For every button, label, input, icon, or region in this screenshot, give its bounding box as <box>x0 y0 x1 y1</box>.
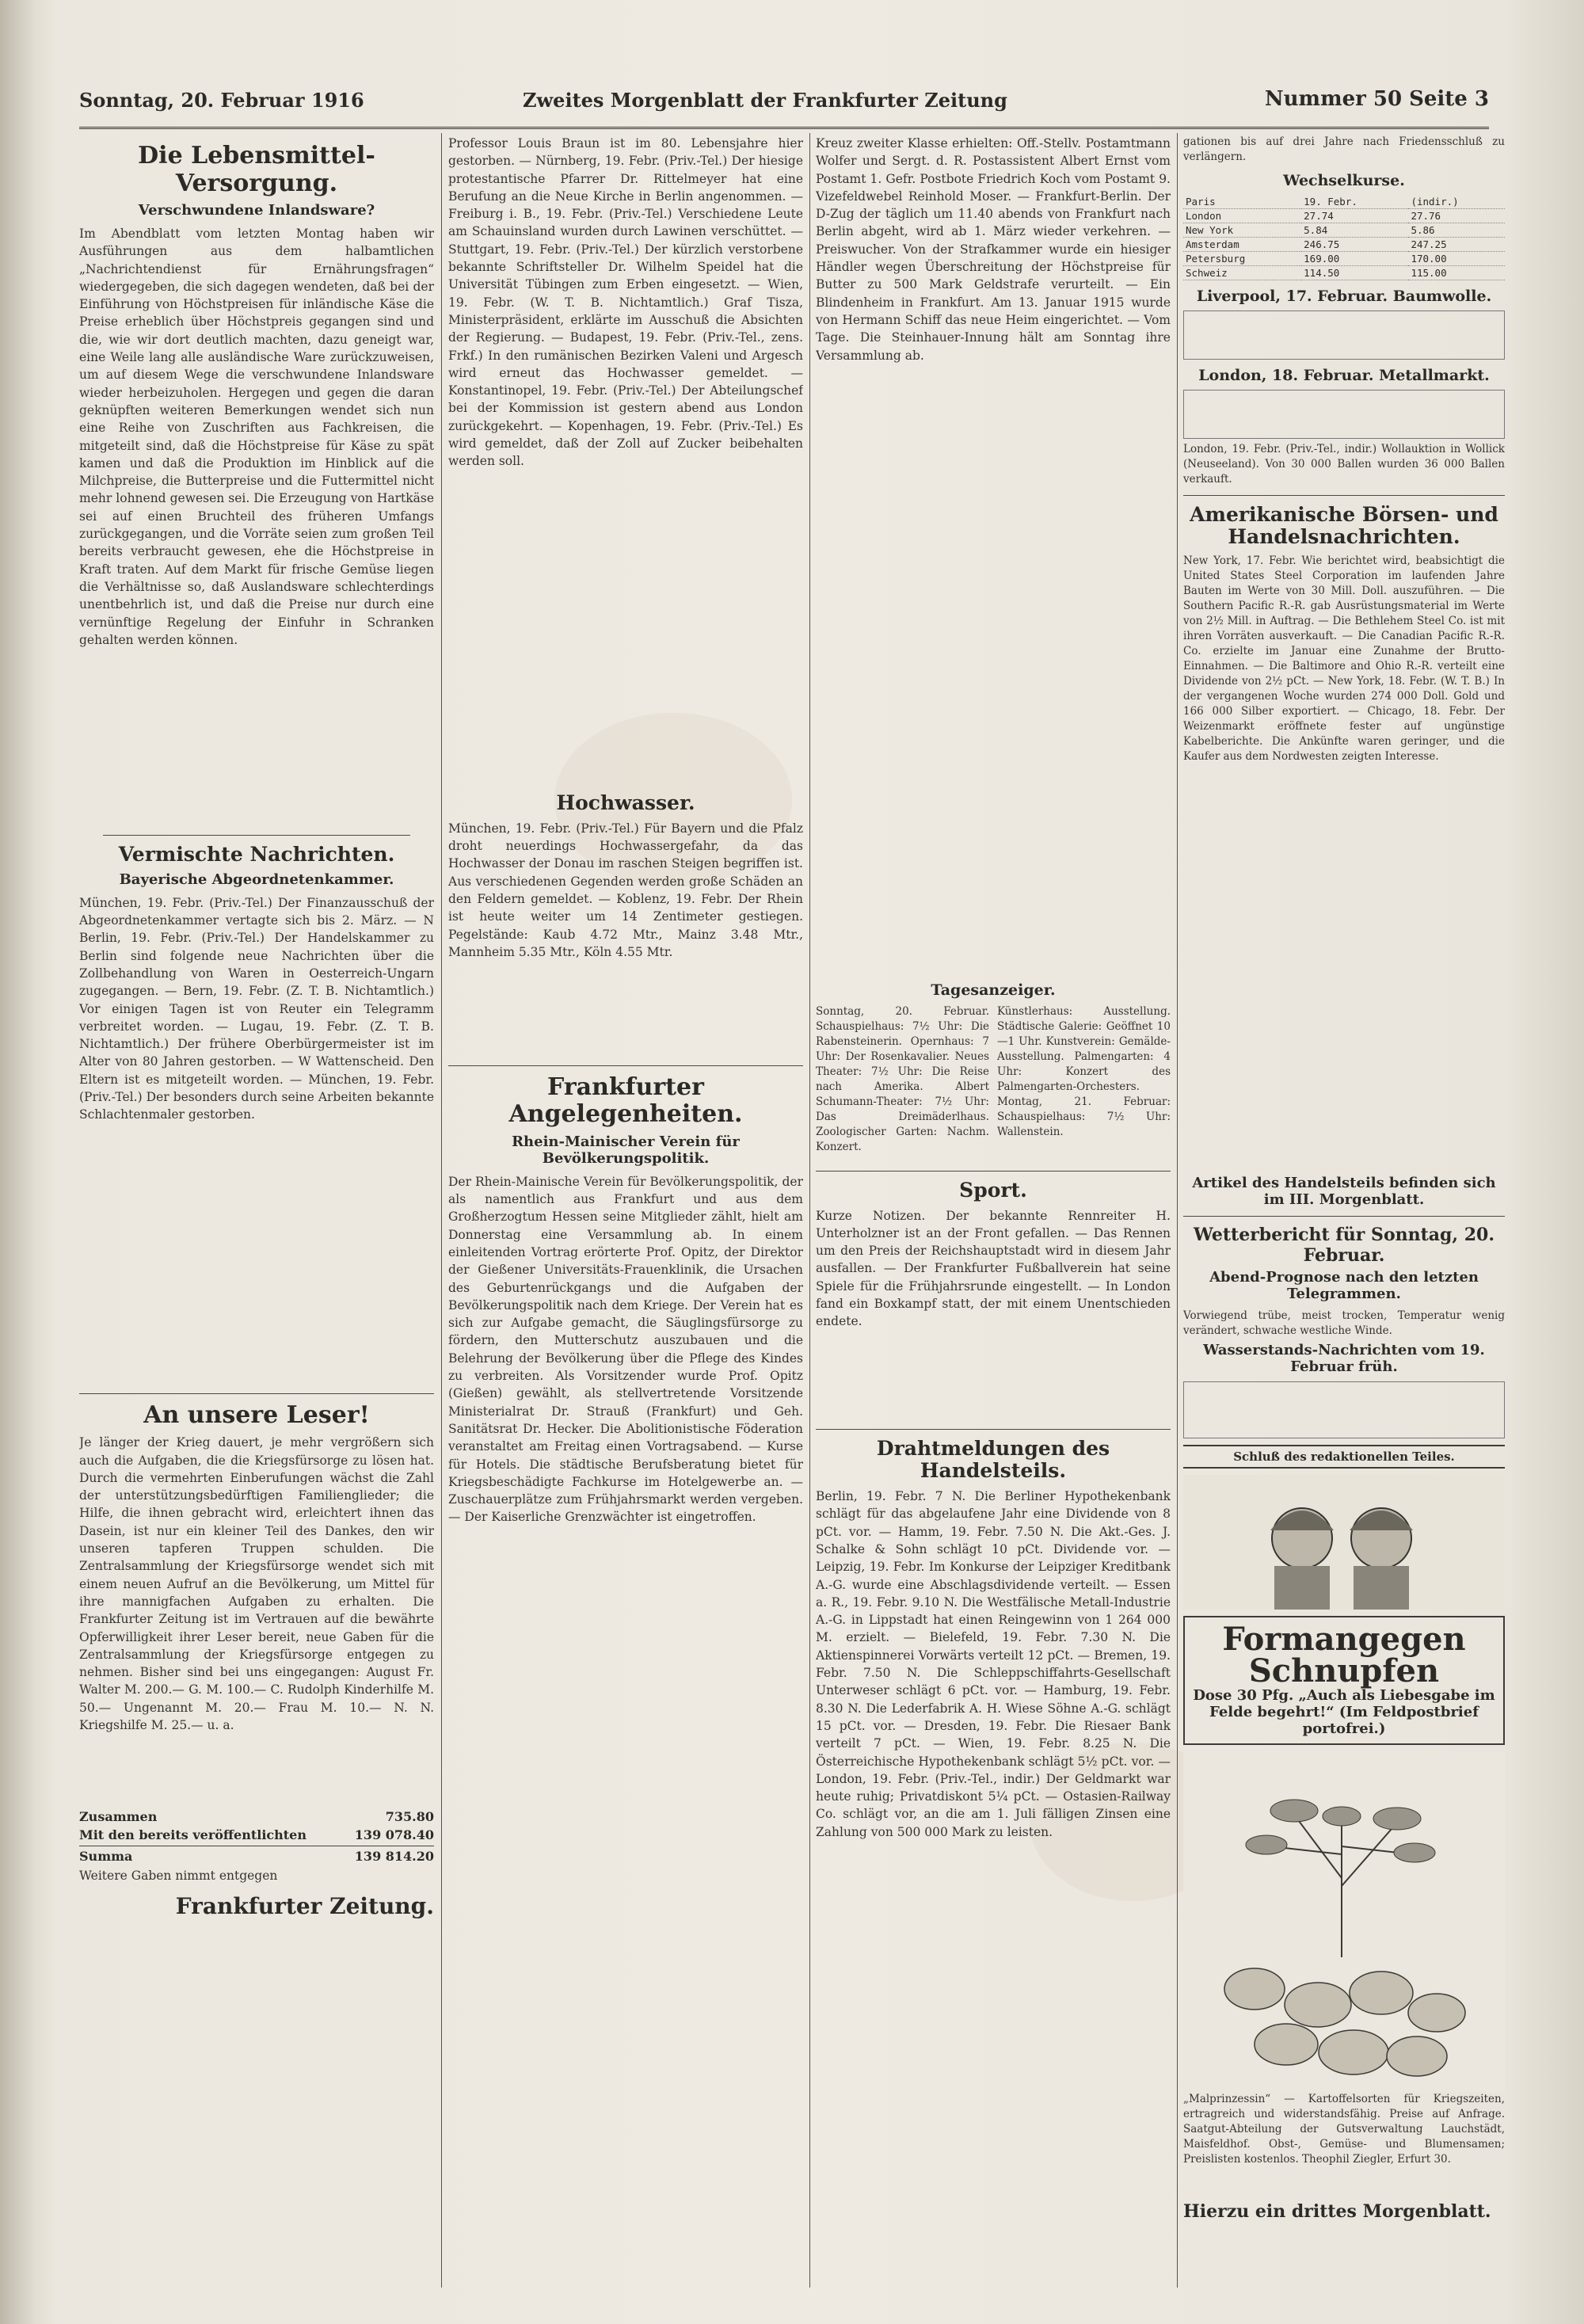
sum-value: 735.80 <box>385 1809 434 1825</box>
article-title: Amerikanische Börsen- und Handelsnachrichten. <box>1190 502 1498 549</box>
water-table <box>1183 1381 1505 1438</box>
exchange-row <box>1183 237 1505 251</box>
sum-value: 139 814.20 <box>354 1849 434 1865</box>
article-subtitle: Verschwundene Inlandsware? <box>138 202 375 219</box>
exchange-row <box>1183 208 1505 223</box>
footer-note: Hierzu ein drittes Morgenblatt. <box>1183 2201 1491 2223</box>
article-title: Frankfurter Angelegenheiten. <box>508 1072 743 1129</box>
exchange-cell: Amsterdam <box>1183 237 1301 251</box>
advert-subtitle: Dose 30 Pfg. „Auch als Liebesgabe im Felde begehrt!“ (Im Feldpostbrief portofrei.) <box>1193 1687 1495 1738</box>
sum-line <box>79 1827 434 1842</box>
sum-value: 139 078.40 <box>354 1827 434 1843</box>
article-body: München, 19. Febr. (Priv.-Tel.) Für Bayern und die Pfalz droht neuerdings Hochwassergefahr, da das Hochwasser der Donau im raschen Steigen begriffen ist. Aus verschiedenen Gegenden werden große Schäden an den Feldern gemeldet. — Koblenz, 19. Febr. Der Rhein ist heute weiter um 14 Zentimeter gestiegen. Pegelstände: Kaub 4.72 Mtr., Mainz 3.48 Mtr., Mannheim 5.35 Mtr., Köln 4.55 Mtr. <box>448 821 803 959</box>
column-4 <box>1183 135 1505 2289</box>
end-of-editorial: Schluß des redaktionellen Teiles. <box>1183 1445 1505 1469</box>
weather-subtitle: Abend-Prognose nach den letzten Telegrammen. <box>1209 1269 1479 1303</box>
article-body: München, 19. Febr. (Priv.-Tel.) Der Finanzausschuß der Abgeordnetenkammer vertagte sich bis 2. März. — N Berlin, 19. Febr. (Priv.-Tel.) Der Handelskammer zu Berlin sind folgende neue Nachrichten über die Zollbehandlung von Waren in Oesterreich-Ungarn zugegangen. — Bern, 19. Febr. (Z. T. B. Nichtamtlich.) Vor einigen Tagen ist von Reuter ein Telegramm verbreitet worden. — Lugau, 19. Febr. (Z. T. B. Nichtamtlich.) Der frühere Oberbürgermeister ist im Alter von 80 Jahren gestorben. — W Wattenscheid. Den Eltern ist es mitgeteilt worden. — München, 19. Febr. (Priv.-Tel.) Der besonders durch seine Arbeiten bekannte Schlachtenmaler gestorben. <box>79 895 434 1122</box>
column-3 <box>816 135 1171 2289</box>
intro-line: gationen bis auf drei Jahre nach Friedensschluß zu verlängern. <box>1183 135 1505 163</box>
exchange-cell: 5.86 <box>1408 223 1505 237</box>
exchange-cell: 247.25 <box>1408 237 1505 251</box>
metal-table <box>1183 390 1505 439</box>
advert-title: Formangegen Schnupfen <box>1222 1621 1466 1690</box>
sum-label: Zusammen <box>79 1809 158 1825</box>
appeal-title: An unsere Leser! <box>143 1400 370 1429</box>
events-listing <box>816 1004 1171 1163</box>
water-title: Wasserstands-Nachrichten vom 19. Februar früh. <box>1203 1342 1485 1376</box>
exchange-row <box>1183 265 1505 280</box>
advert-box <box>1183 1616 1505 1745</box>
column-2 <box>448 135 803 2289</box>
article-body: Kurze Notizen. Der bekannte Rennreiter H. Unterholzner ist an der Front gefallen. — Das Rennen um den Preis der Reichshauptstadt wird in diesem Jahr ausfallen. — Der Frankfurter Fußballverein hat seine Spiele für die Frühjahrsrunde eingestellt. — In London fand ein Boxkampf statt, der mit einem Unentschieden endete. <box>816 1208 1171 1329</box>
separator <box>448 1065 803 1066</box>
article-title: Die Lebensmittel-Versorgung. <box>138 142 375 197</box>
header-edition: Zweites Morgenblatt der Frankfurter Zeitung <box>523 89 1007 112</box>
weather-title: Wetterbericht für Sonntag, 20. Februar. <box>1193 1225 1495 1267</box>
exchange-cell: 27.74 <box>1301 208 1408 223</box>
exchange-cell: New York <box>1183 223 1301 237</box>
exchange-table <box>1183 195 1505 280</box>
article-title: Vermischte Nachrichten. <box>118 843 395 866</box>
exchange-cell: Paris <box>1183 195 1301 209</box>
appeal-signature: Frankfurter Zeitung. <box>175 1892 434 1919</box>
header-date: Sonntag, 20. Februar 1916 <box>79 89 364 112</box>
separator <box>1183 1216 1505 1217</box>
news-body: Kreuz zweiter Klasse erhielten: Off.-Stellv. Postamtmann Wolfer und Sergt. d. R. Postassistent Albert Ernst vom Postamt 1. Gefr. Postbote Friedrich Koch vom Postamt 9. Vizefeldwebel Reinhold Moser. — Frankfurt-Berlin. Der D-Zug der täglich um 11.40 abends von Frankfurt nach Berlin abgeht, wird ab 1. März wieder verkehren. — Preiswucher. Von der Strafkammer wurde ein hiesiger Händler wegen Überschreitung der Höchstpreise für Butter zu 500 Mark Geldstrafe verurteilt. — Ein Blindenheim in Frankfurt. Am 13. Januar 1915 wurde von Hermann Schiff das neue Heim eingerichtet. — Vom Tage. Die Steinhauer-Innung hält am Sonntag ihre Versammlung ab. <box>816 136 1171 363</box>
cotton-table <box>1183 311 1505 360</box>
exchange-cell: 114.50 <box>1301 265 1408 280</box>
exchange-cell: (indir.) <box>1408 195 1505 209</box>
table-title: London, 18. Februar. Metallmarkt. <box>1198 366 1490 384</box>
article-body: New York, 17. Febr. Wie berichtet wird, beabsichtigt die United States Steel Corporation im laufenden Jahre Bauten im Werte von 30 Mill. Doll. auszuführen. — Die Southern Pacific R.-R. gab Ausrüstungsmaterial im Werte von 2½ Mill. in Auftrag. — Die Bethlehem Steel Co. ist mit ihren Vorräten ausverkauft. — Die Canadian Pacific R.-R. Co. erzielte im Januar eine Zunahme der Brutto-Einnahmen. — Die Baltimore and Ohio R.-R. verteilt eine Dividende von 2½ pCt. — New York, 18. Febr. (W. T. B.) In der vergangenen Woche wurden 274 000 Doll. Gold und 166 000 Silber exportiert. — Chicago, 18. Febr. Der Weizenmarkt eröffnete fester auf ungünstige Kabelberichte. Die Ankünfte waren geringer, und die Kaufer aus dem Nordwesten zeigten Interesse. <box>1183 554 1505 764</box>
exchange-cell: 19. Febr. <box>1301 195 1408 209</box>
exchange-cell: 169.00 <box>1301 251 1408 265</box>
advert-body: „Malprinzessin“ — Kartoffelsorten für Kriegszeiten, ertragreich und widerstandsfähig. Preise auf Anfrage. Saatgut-Abteilung der Gutsverwaltung Lauchstädt, Maisfeldhof. Obst-, Gemüse- und Blumensamen; Preislisten kostenlos. Theophil Ziegler, Erfurt 30. <box>1183 2093 1505 2166</box>
sum-line <box>79 1846 434 1864</box>
column-1 <box>79 135 434 2289</box>
article-body: Im Abendblatt vom letzten Montag haben wir Ausführungen aus dem halbamtlichen „Nachrichtendienst für Ernährungsfragen“ wiedergegeben, die sich dagegen wendeten, daß bei der Einführung von Höchstpreisen für inländische Käse die Preise erheblich über Höchstpreis gegangen sind und die, wie wir dort deutlich machten, dazu geneigt war, eine Weile lang alle ausländische Ware zurückzuweisen, um auf diesem Wege die verschwundene Inlandsware wieder herbeizuholen. Hergegen und gegen die daran geknüpften weiteren Bemerkungen wendet sich nun eine Reihe von Zuschriften aus Fachkreisen, die mitgeteilt sind, daß die Höchstpreise für Käse zu spät kamen und daß die Produktion im Hinblick auf die Milchpreise, die Butterpreise und die Futtermittel nicht mehr lohnend gewesen sei. Die Erzeugung von Hartkäse sei auf einen Bruchteil des früheren Umfangs zurückgegangen, und die Vorräte seien zum großen Teil bereits verbraucht gewesen, ehe die Höchstpreise in Kraft traten. Auf dem Markt für frische Gemüse liegen die Verhältnisse so, daß Auslandsware schlechterdings unentbehrlich ist, und daß die Preise nur durch eine vernünftige Regelung der Einfuhr in Schranken gehalten werden können. <box>79 227 434 647</box>
column-rule <box>441 133 442 2288</box>
events-left: Sonntag, 20. Februar. Schauspielhaus: 7½ Uhr: Die Rabensteinerin. Opernhaus: 7 Uhr: Der Rosenkavalier. Neues Theater: 7½ Uhr: Die Reise nach Amerika. Albert Schumann-Theater: 7½ Uhr: Das Dreimäderlhaus. Zoologischer Garten: Nachm. Konzert. <box>816 1004 989 1153</box>
page-binding <box>0 0 36 2324</box>
separator <box>816 1429 1171 1430</box>
appeal-closing: Weitere Gaben nimmt entgegen <box>79 1869 278 1884</box>
events-title: Tagesanzeiger. <box>931 981 1056 999</box>
table-title: Liverpool, 17. Februar. Baumwolle. <box>1196 287 1492 305</box>
separator <box>103 835 410 836</box>
article-body: Der Rhein-Mainische Verein für Bevölkerungspolitik, der als namentlich aus Frankfurt und aus dem Großherzogtum Hessen seine Mitglieder zählt, hielt am Donnerstag eine Versammlung ab. In einem einleitenden Vortrag erörterte Prof. Opitz, der Direktor der Gießener Universitäts-Frauenklinik, die Ursachen des Geburtenrückgangs und die Aufgaben der Bevölkerungspolitik nach dem Kriege. Der Verein hat es sich zur Aufgabe gemacht, die Säuglingsfürsorge zu fördern, den Mutterschutz auszubauen und die Belehrung der Bevölkerung über die Pflege des Kindes zu verbreiten. Als Vorsitzender wurde Prof. Opitz (Gießen) gewählt, als stellvertretende Vorsitzende Ministerialrat Dr. Strauß (Frankfurt) und Geh. Sanitätsrat Dr. Hecker. Die Abolitionistische Föderation veranstaltet am Freitag einen Vortragsabend. — Kurse für Hotels. Die städtische Berufsberatung bietet für Kriegsbeschädigte Fachkurse im Hotelgewerbe an. — Zuschauerplätze zum Frühjahrsmarkt werden vergeben. — Der Kaiserliche Grenzwächter ist eingetroffen. <box>448 1174 803 1525</box>
column-rule <box>809 133 810 2288</box>
article-subtitle: Rhein-Mainischer Verein für Bevölkerungspolitik. <box>512 1133 740 1167</box>
sum-line <box>79 1809 434 1824</box>
column-rule <box>1177 133 1178 2288</box>
news-line: London, 19. Febr. (Priv.-Tel., indir.) Wollauktion in Wollick (Neuseeland). Von 30 000 Ballen wurden 36 000 Ballen verkauft. <box>1183 442 1505 486</box>
events-right: Künstlerhaus: Ausstellung. Städtische Galerie: Geöffnet 10—1 Uhr. Kunstverein: Gemälde-Ausstellung. Palmengarten: 4 Uhr: Konzert des Palmengarten-Orchesters. Montag, 21. Februar: Schauspielhaus: 7½ Uhr: Wallenstein. <box>997 1004 1171 1138</box>
separator <box>816 1171 1171 1172</box>
table-title: Wechselkurse. <box>1283 172 1405 189</box>
separator <box>1183 495 1505 496</box>
exchange-row <box>1183 251 1505 265</box>
article-title: Hochwasser. <box>556 791 695 814</box>
exchange-cell: 115.00 <box>1408 265 1505 280</box>
appeal-body: Je länger der Krieg dauert, je mehr vergrößern sich auch die Aufgaben, die die Kriegsfürsorge zu lösen hat. Durch die vermehrten Einberufungen wächst die Zahl der unterstützungsbedürftigen Familienglieder; die Hilfe, die ihnen gebracht wird, erleichtert ihnen das Dasein, ist nur ein kleiner Teil des Dankes, den wir unseren tapferen Truppen schulden. Die Zentralsammlung der Kriegsfürsorge wendet sich mit einem neuen Aufruf an die Bevölkerung, um Mittel für ihre mannigfachen Aufgaben zu erhalten. Die Frankfurter Zeitung ist im Vertrauen auf die bewährte Opferwilligkeit ihrer Leser bereit, neue Gaben für die Zentralsammlung der Kriegsfürsorge entgegen zu nehmen. Bisher sind bei uns eingegangen: August Fr. Walter M. 200.— G. M. 100.— C. Rudolph Kinderhilfe M. 50.— Ungenannt M. 20.— Frau M. 10.— N. N. Kriegshilfe M. 25.— u. a. <box>79 1435 434 1732</box>
header-page-number: Nummer 50 Seite 3 <box>1264 87 1489 111</box>
exchange-row <box>1183 223 1505 237</box>
article-title: Sport. <box>959 1178 1027 1202</box>
advert-illustration-potato-plant <box>1183 1751 1505 2092</box>
exchange-cell: 246.75 <box>1301 237 1408 251</box>
exchange-cell: London <box>1183 208 1301 223</box>
note: Artikel des Handelsteils befinden sich im III. Morgenblatt. <box>1192 1175 1496 1209</box>
exchange-cell: 170.00 <box>1408 251 1505 265</box>
exchange-cell: Petersburg <box>1183 251 1301 265</box>
separator <box>79 1393 434 1394</box>
advert-illustration-soldiers <box>1183 1475 1505 1610</box>
page-header <box>79 82 1489 129</box>
exchange-cell: 5.84 <box>1301 223 1408 237</box>
sum-label: Summa <box>79 1849 133 1865</box>
exchange-row <box>1183 195 1505 209</box>
exchange-cell: Schweiz <box>1183 265 1301 280</box>
article-subtitle: Bayerische Abgeordnetenkammer. <box>119 871 394 888</box>
weather-body: Vorwiegend trübe, meist trocken, Temperatur wenig verändert, schwache westliche Winde. <box>1183 1309 1505 1338</box>
news-body: Professor Louis Braun ist im 80. Lebensjahre hier gestorben. — Nürnberg, 19. Febr. (Priv.-Tel.) Der hiesige protestantische Pfarrer Dr. Rittelmeyer hat eine Berufung an die Neue Kirche in Berlin angenommen. — Freiburg i. B., 19. Febr. (Priv.-Tel.) Verschiedene Leute am Schauinsland wurden durch Lawinen verschüttet. — Stuttgart, 19. Febr. (Priv.-Tel.) Der kürzlich verstorbene bekannte Schriftsteller Dr. Wilhelm Speidel hat die Universität Tübingen zum Erben eingesetzt. — Wien, 19. Febr. (W. T. B. Nichtamtlich.) Graf Tisza, Ministerpräsident, erklärte im Ausschuß die Absichten der Regierung. — Budapest, 19. Febr. (Priv.-Tel., zens. Frkf.) In den rumänischen Bezirken Valeni und Argesch wird erneut das Hochwasser gemeldet. — Konstantinopel, 19. Febr. (Priv.-Tel.) Der Abteilungschef bei der Kommission ist gestern abend aus London zurückgekehrt. — Kopenhagen, 19. Febr. (Priv.-Tel.) Es wird gemeldet, daß der Zoll auf Zucker beibehalten werden soll. <box>448 136 803 469</box>
article-title: Drahtmeldungen des Handelsteils. <box>876 1436 1110 1483</box>
article-body: Berlin, 19. Febr. 7 N. Die Berliner Hypothekenbank schlägt für das abgelaufene Jahr eine Dividende von 8 pCt. vor. — Hamm, 19. Febr. 7.50 N. Die Akt.-Ges. J. Schalke & Sohn schlägt 10 pCt. Dividende vor. — Leipzig, 19. Febr. Im Konkurse der Leipziger Kreditbank A.-G. wurde eine Abschlagsdividende verteilt. — Essen a. R., 19. Febr. 9.10 N. Die Westfälische Metall-Industrie A.-G. in Lippstadt hat einen Reingewinn von 1 264 000 M. erzielt. — Bielefeld, 19. Febr. 7.30 N. Die Aktienspinnerei Vorwärts verteilt 12 pCt. — Bremen, 19. Febr. 7.50 N. Die Schleppschiffahrts-Gesellschaft Unterweser schlägt 6 pCt. vor. — Hamburg, 19. Febr. 8.30 N. Die Lederfabrik A. H. Wiese Söhne A.-G. schlägt 15 pCt. vor. — Dresden, 19. Febr. Die Riesaer Bank verteilt 7 pCt. — Wien, 19. Febr. 8.25 N. Die Österreichische Hypothekenbank schlägt 5½ pCt. vor. — London, 19. Febr. (Priv.-Tel., indir.) Der Geldmarkt war heute ruhig; Privatdiskont 5¼ pCt. — Ostasien-Railway Co. schlägt vor, an die am 1. Juli fälligen Zinsen eine Zahlung von 500 000 Mark zu leisten. <box>816 1489 1171 1839</box>
sum-label: Mit den bereits veröffentlichten <box>79 1827 307 1843</box>
exchange-cell: 27.76 <box>1408 208 1505 223</box>
